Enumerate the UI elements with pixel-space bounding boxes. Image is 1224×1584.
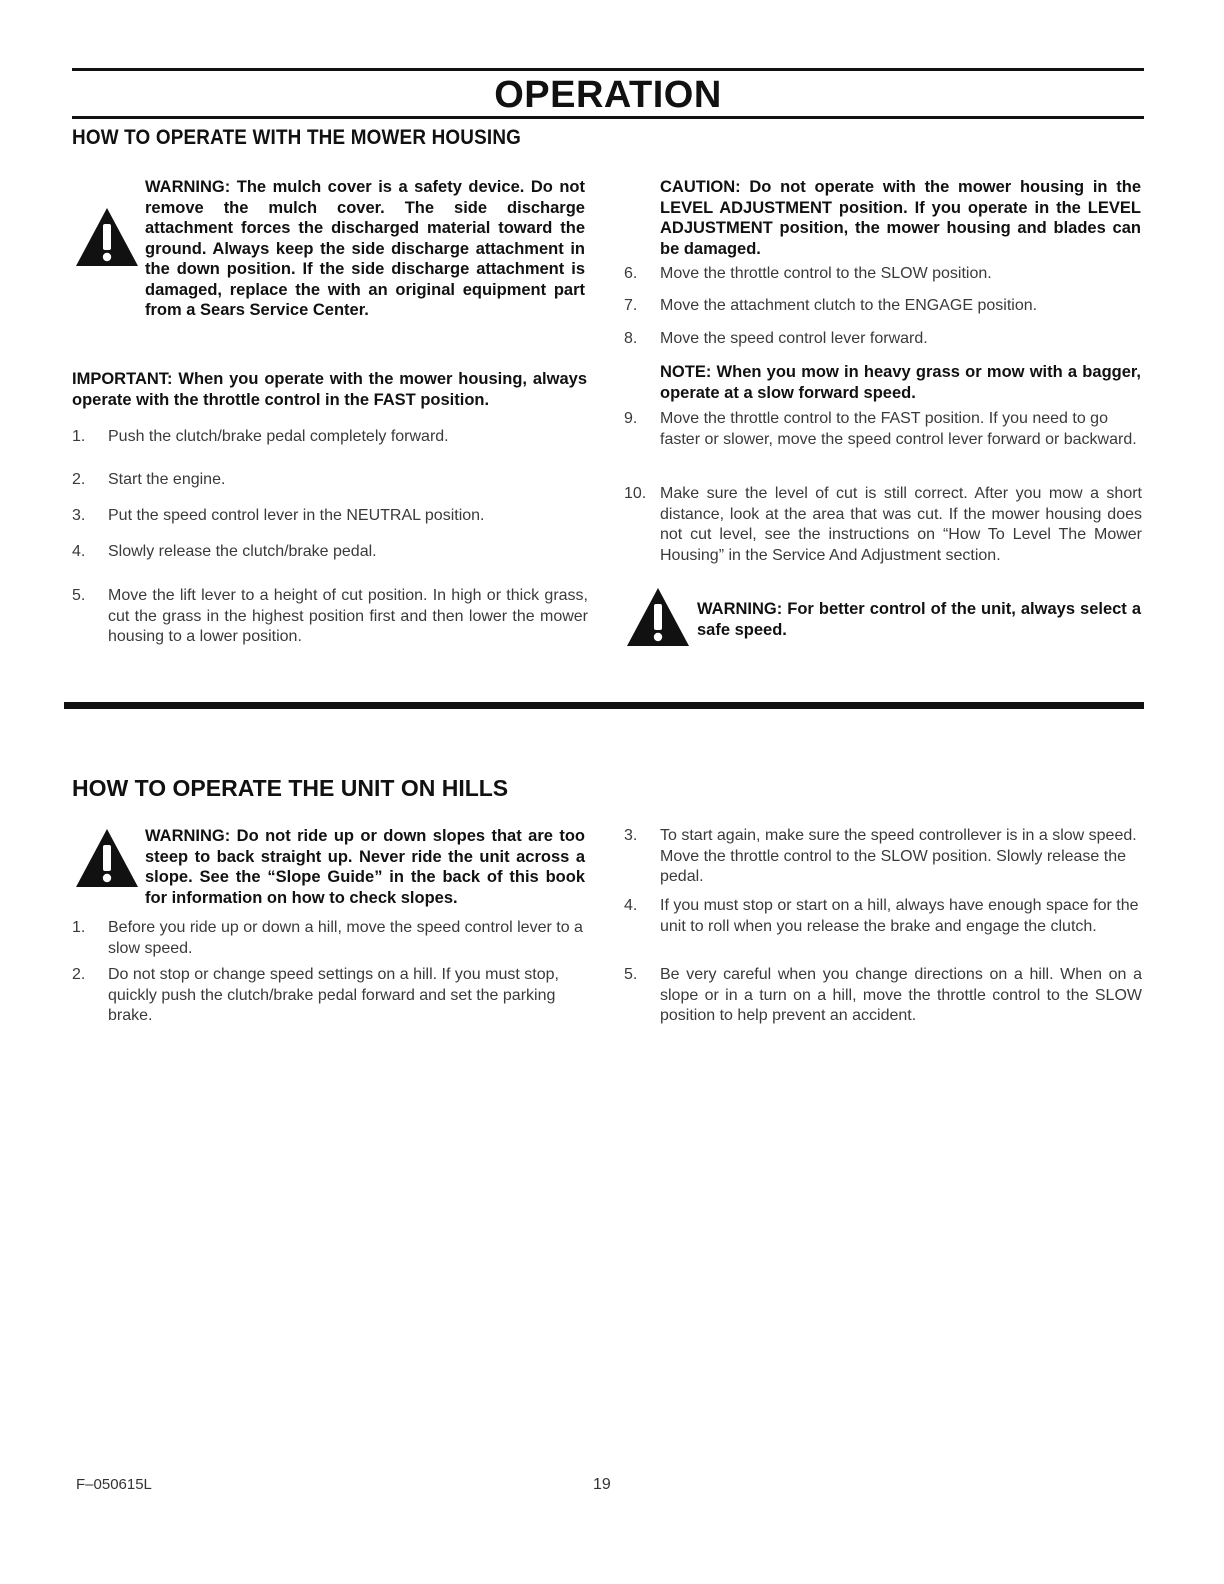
step-number: 5. xyxy=(72,587,86,604)
list-item xyxy=(624,896,1142,960)
list-item xyxy=(624,826,1142,890)
step-text: Move the speed control lever forward. xyxy=(660,330,928,347)
section-title-mower-housing: HOW TO OPERATE WITH THE MOWER HOUSING xyxy=(72,126,522,149)
list-item xyxy=(72,918,588,960)
note-heavy-grass: NOTE: When you mow in heavy grass or mow with a bagger, operate at a slow forward speed. xyxy=(660,363,1141,402)
step-number: 4. xyxy=(72,543,86,560)
step-number: 3. xyxy=(624,827,638,844)
step-text: If you must stop or start on a hill, always have enough space for the unit to roll when you release the brake and engage the clutch. xyxy=(660,897,1139,935)
step-number: 4. xyxy=(624,897,638,914)
step-text: Move the lift lever to a height of cut position. In high or thick grass, cut the grass in the highest position first and then lower the mower housing to a lower position. xyxy=(108,587,588,645)
step-text: Put the speed control lever in the NEUTRAL position. xyxy=(108,507,485,524)
step-number: 3. xyxy=(72,507,86,524)
step-number: 2. xyxy=(72,471,86,488)
document-code: F–050615L xyxy=(76,1476,152,1493)
step-text: Make sure the level of cut is still correct. After you mow a short distance, look at the area that was cut. If the mower housing does not cut level, see the instructions on “How To Level The Mower Housing” in the Service And Adjustment section. xyxy=(660,485,1142,564)
warning-slopes: WARNING: Do not ride up or down slopes that are too steep to back straight up. Never ride the unit across a slope. See the “Slope Guide” in the back of this book for information on how to check slopes. xyxy=(145,827,585,907)
list-item xyxy=(624,484,1142,568)
step-number: 5. xyxy=(624,966,638,983)
top-rule xyxy=(72,68,1144,71)
section-title-hills: HOW TO OPERATE THE UNIT ON HILLS xyxy=(72,775,509,801)
list-item xyxy=(624,965,1142,1029)
step-number: 1. xyxy=(72,428,86,445)
caution-level-adjustment: CAUTION: Do not operate with the mower housing in the LEVEL ADJUSTMENT position. If you operate in the LEVEL ADJUSTMENT position, the mower housing and blades can be damaged. xyxy=(660,178,1141,258)
warning-icon xyxy=(625,586,691,648)
step-number: 10. xyxy=(624,485,647,502)
step-number: 6. xyxy=(624,265,638,282)
step-text: Move the throttle control to the FAST position. If you need to go faster or slower, move the speed control lever forward or backward. xyxy=(660,410,1137,448)
page-title: OPERATION xyxy=(494,74,722,116)
step-text: Do not stop or change speed settings on a hill. If you must stop, quickly push the clutch/brake pedal forward and set the parking brake. xyxy=(108,966,559,1024)
warning-icon xyxy=(74,827,140,889)
step-text: Be very careful when you change directions on a hill. When on a slope or in a turn on a hill, move the throttle control to the SLOW position to help prevent an accident. xyxy=(660,966,1142,1024)
step-number: 7. xyxy=(624,297,638,314)
step-number: 2. xyxy=(72,966,86,983)
step-text: Start the engine. xyxy=(108,471,226,488)
step-text: Slowly release the clutch/brake pedal. xyxy=(108,543,377,560)
step-number: 9. xyxy=(624,410,638,427)
step-number: 1. xyxy=(72,919,86,936)
warning-icon xyxy=(74,206,140,268)
warning-mulch-cover: WARNING: The mulch cover is a safety device. Do not remove the mulch cover. The side discharge attachment forces the discharged material toward the ground. Always keep the side discharge attachment in the down position. If the side discharge attachment is damaged, replace the with an original equipment part from a Sears Service Center. xyxy=(145,178,585,319)
page-number: 19 xyxy=(593,1476,611,1493)
step-text: Move the attachment clutch to the ENGAGE position. xyxy=(660,297,1038,314)
important-notice: IMPORTANT: When you operate with the mower housing, always operate with the throttle control in the FAST position. xyxy=(72,370,587,409)
list-item xyxy=(624,409,1142,473)
step-text: Move the throttle control to the SLOW position. xyxy=(660,265,992,282)
warning-safe-speed: WARNING: For better control of the unit, always select a safe speed. xyxy=(697,600,1141,639)
step-number: 8. xyxy=(624,330,638,347)
step-text: To start again, make sure the speed controllever is in a slow speed. Move the throttle control to the SLOW position. Slowly release the pedal. xyxy=(660,827,1137,885)
step-text: Push the clutch/brake pedal completely forward. xyxy=(108,428,449,445)
list-item xyxy=(72,965,588,1029)
title-underline xyxy=(72,116,1144,119)
step-text: Before you ride up or down a hill, move the speed control lever to a slow speed. xyxy=(108,919,583,957)
section-divider xyxy=(64,702,1144,709)
list-item xyxy=(72,586,588,650)
